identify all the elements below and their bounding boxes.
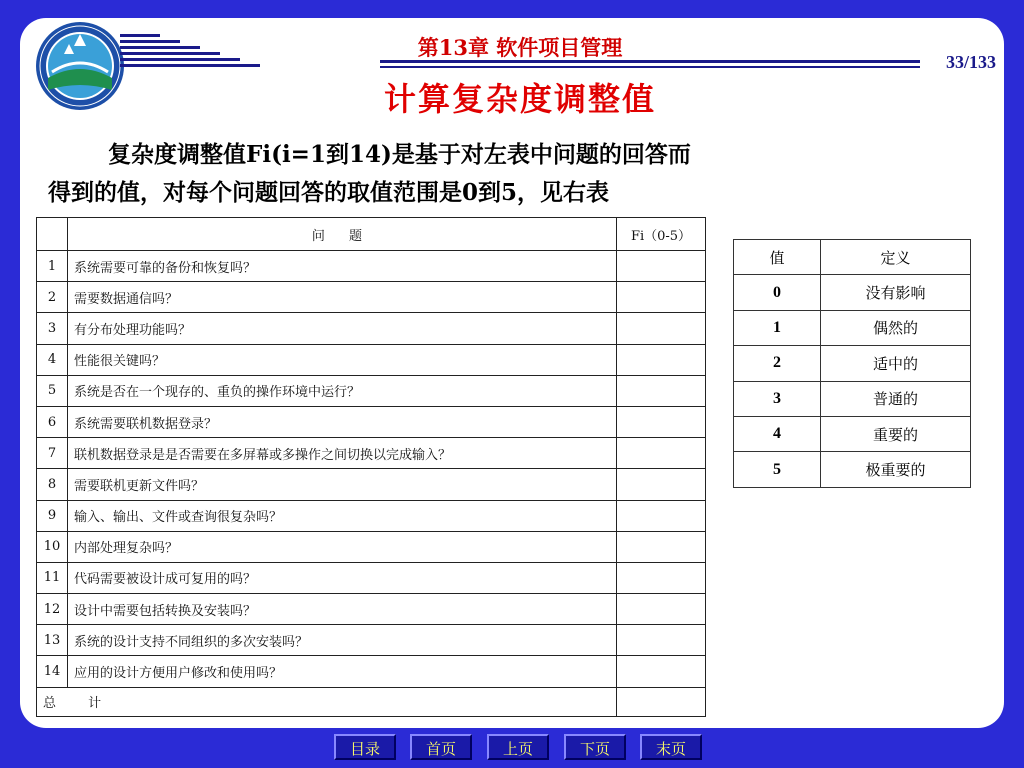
definition-cell: 极重要的 xyxy=(821,452,971,487)
row-question: 联机数据登录是是否需要在多屏幕或多操作之间切换以完成输入？ xyxy=(68,438,617,469)
row-number: 5 xyxy=(37,375,68,406)
total-row xyxy=(37,687,706,716)
total-label: 总 计 xyxy=(37,687,617,716)
page-number: 33/133 xyxy=(945,52,996,72)
value-definition-table xyxy=(733,239,971,488)
question-table-header xyxy=(37,218,706,251)
nav-last-button[interactable]: 末页 xyxy=(640,734,702,760)
value-cell: 0 xyxy=(734,275,821,310)
row-fi-value xyxy=(617,282,706,313)
table-row xyxy=(37,251,706,282)
row-number: 12 xyxy=(37,594,68,625)
table-row xyxy=(37,313,706,344)
row-number: 9 xyxy=(37,500,68,531)
row-question: 系统是否在一个现存的、重负的操作环境中运行？ xyxy=(68,375,617,406)
table-row xyxy=(734,275,971,310)
row-question: 系统需要可靠的备份和恢复吗？ xyxy=(68,251,617,282)
row-question: 应用的设计方便用户修改和使用吗？ xyxy=(68,656,617,687)
row-question: 设计中需要包括转换及安装吗？ xyxy=(68,594,617,625)
row-fi-value xyxy=(617,406,706,437)
row-fi-value xyxy=(617,251,706,282)
table-row xyxy=(37,656,706,687)
table-row xyxy=(37,438,706,469)
header-rule-thin xyxy=(380,66,920,68)
row-question: 性能很关键吗？ xyxy=(68,344,617,375)
definition-cell: 普通的 xyxy=(821,381,971,416)
intro-line-2: 得到的值，对每个问题回答的取值范围是0到5，见右表 xyxy=(48,179,610,206)
row-number: 14 xyxy=(37,656,68,687)
row-number: 10 xyxy=(37,531,68,562)
value-cell: 5 xyxy=(734,452,821,487)
table-row xyxy=(37,594,706,625)
value-table-header xyxy=(734,240,971,275)
row-fi-value xyxy=(617,562,706,593)
header-question-cell: 问 题 xyxy=(68,218,617,251)
table-row xyxy=(734,416,971,451)
table-row xyxy=(37,344,706,375)
row-question: 需要数据通信吗？ xyxy=(68,282,617,313)
question-table xyxy=(36,217,706,717)
row-number: 6 xyxy=(37,406,68,437)
nav-home-button[interactable]: 首页 xyxy=(410,734,472,760)
row-number: 7 xyxy=(37,438,68,469)
slide-title: 计算复杂度调整值 xyxy=(383,80,656,118)
table-row xyxy=(734,381,971,416)
row-fi-value xyxy=(617,594,706,625)
table-row xyxy=(37,375,706,406)
value-cell: 1 xyxy=(734,310,821,345)
table-row xyxy=(37,500,706,531)
row-fi-value xyxy=(617,656,706,687)
slide xyxy=(20,18,1004,728)
row-fi-value xyxy=(617,625,706,656)
row-fi-value xyxy=(617,469,706,500)
row-fi-value xyxy=(617,438,706,469)
nav-prev-button[interactable]: 上页 xyxy=(487,734,549,760)
row-fi-value xyxy=(617,500,706,531)
value-cell: 4 xyxy=(734,416,821,451)
table-row xyxy=(37,531,706,562)
intro-line-1: 复杂度调整值Fi(i=1到14)是基于对左表中问题的回答而 xyxy=(108,141,691,168)
definition-cell: 重要的 xyxy=(821,416,971,451)
nav-next-button[interactable]: 下页 xyxy=(564,734,626,760)
row-number: 8 xyxy=(37,469,68,500)
row-number: 2 xyxy=(37,282,68,313)
header-no-cell xyxy=(37,218,68,251)
definition-cell: 偶然的 xyxy=(821,310,971,345)
row-question: 系统的设计支持不同组织的多次安装吗？ xyxy=(68,625,617,656)
chapter-title: 第13章 软件项目管理 xyxy=(417,35,623,60)
intro-paragraph xyxy=(48,136,948,212)
table-row xyxy=(37,469,706,500)
table-row xyxy=(37,282,706,313)
row-question: 内部处理复杂吗？ xyxy=(68,531,617,562)
nav-toc-button[interactable]: 目录 xyxy=(334,734,396,760)
table-row xyxy=(734,346,971,381)
row-question: 输入、输出、文件或查询很复杂吗？ xyxy=(68,500,617,531)
row-question: 系统需要联机数据登录？ xyxy=(68,406,617,437)
university-logo xyxy=(34,20,126,112)
row-number: 3 xyxy=(37,313,68,344)
row-question: 有分布处理功能吗？ xyxy=(68,313,617,344)
definition-cell: 没有影响 xyxy=(821,275,971,310)
row-number: 13 xyxy=(37,625,68,656)
row-fi-value xyxy=(617,375,706,406)
header-definition-cell: 定义 xyxy=(821,240,971,275)
table-row xyxy=(37,625,706,656)
row-number: 4 xyxy=(37,344,68,375)
row-fi-value xyxy=(617,313,706,344)
table-row xyxy=(37,562,706,593)
header-fi-cell: Fi（0-5） xyxy=(617,218,706,251)
value-cell: 2 xyxy=(734,346,821,381)
header-value-cell: 值 xyxy=(734,240,821,275)
row-question: 需要联机更新文件吗？ xyxy=(68,469,617,500)
row-number: 11 xyxy=(37,562,68,593)
row-fi-value xyxy=(617,531,706,562)
row-number: 1 xyxy=(37,251,68,282)
row-question: 代码需要被设计成可复用的吗？ xyxy=(68,562,617,593)
total-value xyxy=(617,687,706,716)
value-cell: 3 xyxy=(734,381,821,416)
table-row xyxy=(37,406,706,437)
definition-cell: 适中的 xyxy=(821,346,971,381)
table-row xyxy=(734,310,971,345)
row-fi-value xyxy=(617,344,706,375)
table-row xyxy=(734,452,971,487)
